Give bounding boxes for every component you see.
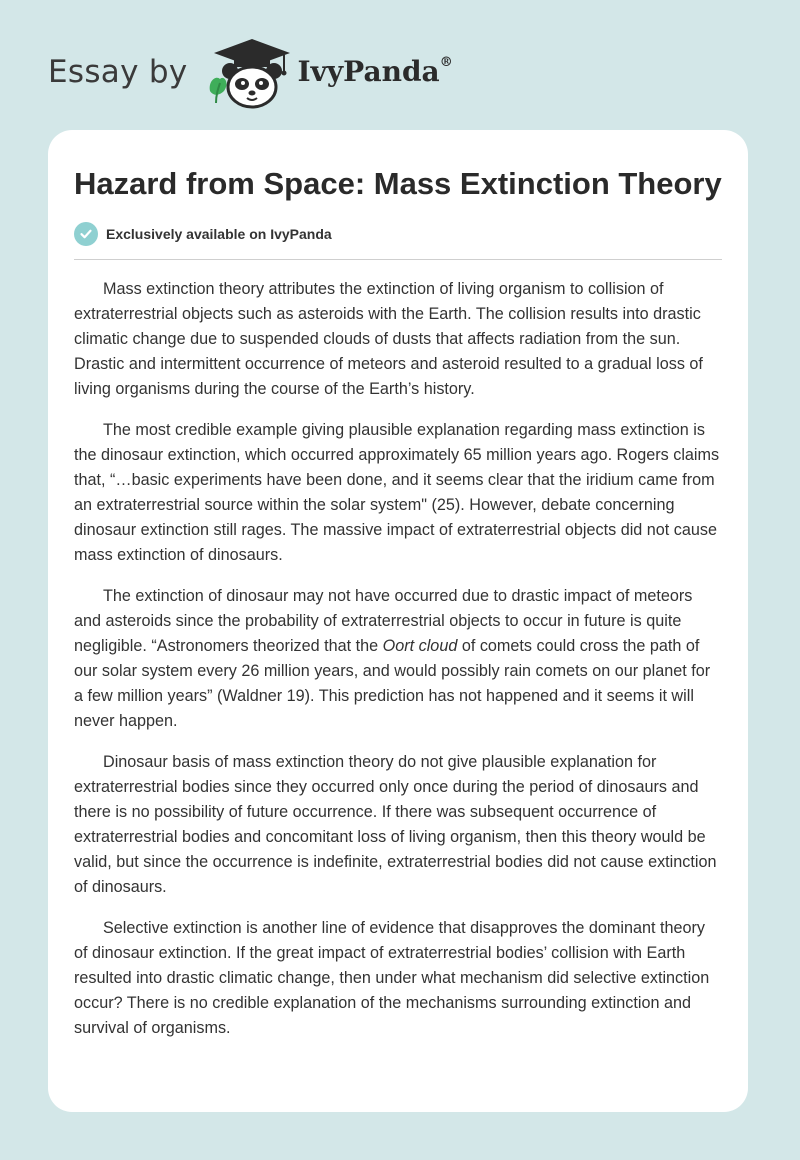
paragraph: Mass extinction theory attributes the extinction of living organism to collision of extraterrestrial objects such as asteroids with the Earth. The collision results into drastic climatic change due to suspended clouds of dusts that affects radiation from the sun. Drastic and intermittent occurrence of meteors and asteroid resulted to a gradual loss of living organisms during the course of the Earth’s history.	[74, 280, 703, 398]
paragraph-text: The extinction of dinosaur may not have occurred due to drastic impact of meteors and asteroids since the probability of extraterrestrial objects to occur in future is quite negligible. “Astronomers theorized that the	[74, 587, 693, 655]
exclusive-badge	[74, 222, 722, 260]
essay-body	[74, 277, 722, 1041]
paragraph-text: of comets could cross the path of our solar system every 26 million years, and would possibly rain comets on our planet for a few million years” (Waldner 19). This prediction has not happened and it seems it will never happen.	[74, 637, 711, 730]
registered-mark: ®	[439, 55, 453, 70]
brand-text: IvyPanda	[297, 55, 440, 88]
essay-by-label: Essay by	[48, 53, 188, 90]
panda-logo-icon[interactable]	[204, 35, 294, 109]
paragraph: The most credible example giving plausible explanation regarding mass extinction is the dinosaur extinction, which occurred approximately 65 million years ago. Rogers claims that, “…basic experiments have been done, and it seems clear that the iridium came from an extraterrestrial source within the solar system" (25). However, debate concerning dinosaur extinction still rages. The massive impact of extraterrestrial objects did not cause mass extinction of dinosaurs.	[74, 421, 720, 564]
exclusive-badge-text: Exclusively available on IvyPanda	[106, 226, 332, 242]
paragraph	[74, 584, 722, 734]
checkmark-icon	[74, 222, 98, 246]
essay-title: Hazard from Space: Mass Extinction Theory	[74, 166, 722, 201]
essay-card	[48, 130, 748, 1112]
paragraph: Selective extinction is another line of evidence that disapproves the dominant theory of dinosaur extinction. If the great impact of extraterrestrial bodies’ collision with Earth resulted into drastic climatic change, then under what mechanism did selective extinction occur? There is no credible explanation of the mechanisms surrounding extinction and survival of organisms.	[74, 919, 710, 1037]
brand-name[interactable]	[297, 55, 453, 88]
paragraph: Dinosaur basis of mass extinction theory do not give plausible explanation for extraterrestrial bodies since they occurred only once during the period of dinosaurs and there is no possibility of future occurrence. If there was subsequent occurrence of extraterrestrial bodies and concomitant loss of living organism, then this theory would be valid, but since the occurrence is indefinite, extraterrestrial bodies did not cause extinction of dinosaurs.	[74, 753, 717, 896]
site-header	[48, 36, 453, 108]
italic-term: Oort cloud	[382, 637, 458, 655]
